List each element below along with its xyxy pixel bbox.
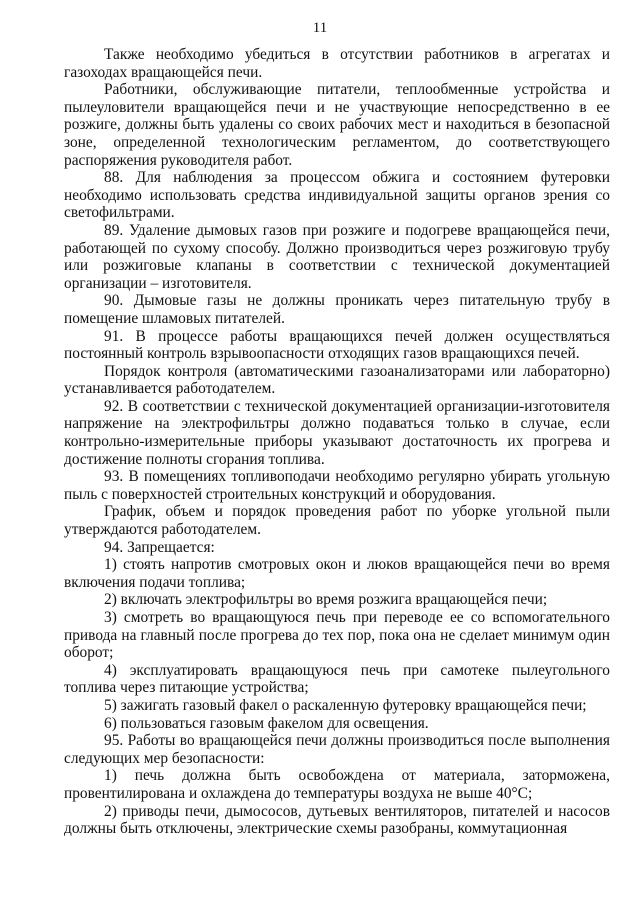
- paragraph: 88. Для наблюдения за процессом обжига и состоянием футеровки необходимо использовать средства индивидуальной защиты органов зрения со светофильтрами.: [64, 169, 610, 222]
- paragraph: Работники, обслуживающие питатели, теплообменные устройства и пылеуловители вращающейся печи и не участвующие непосредственно в ее розжиге, должны быть удалены со своих рабочих мест и находиться в безопасной зоне, определенной технологическим регламентом, до соответствующего распоряжения руководителя работ.: [64, 81, 610, 169]
- list-item: 1) печь должна быть освобождена от материала, заторможена, провентилирована и охлаждена до температуры воздуха не выше 40°C;: [64, 767, 610, 802]
- document-body: [64, 46, 610, 838]
- page-number: 11: [312, 20, 328, 36]
- paragraph: 93. В помещениях топливоподачи необходимо регулярно убирать угольную пыль с поверхностей строительных конструкций и оборудования.: [64, 468, 610, 503]
- list-item: 1) стоять напротив смотровых окон и люков вращающейся печи во время включения подачи топлива;: [64, 556, 610, 591]
- paragraph: График, объем и порядок проведения работ по уборке угольной пыли утверждаются работодателем.: [64, 503, 610, 539]
- paragraph: 90. Дымовые газы не должны проникать через питательную трубу в помещение шламовых питателей.: [64, 292, 610, 327]
- list-item: 2) включать электрофильтры во время розжига вращающейся печи;: [104, 591, 548, 609]
- paragraph: Также необходимо убедиться в отсутствии работников в агрегатах и газоходах вращающейся печи.: [64, 46, 610, 81]
- list-item: 4) эксплуатировать вращающуюся печь при самотеке пылеугольного топлива через питающие устройства;: [64, 661, 610, 697]
- list-item: 6) пользоваться газовым факелом для освещения.: [104, 714, 429, 732]
- paragraph: 95. Работы во вращающейся печи должны производиться после выполнения следующих мер безопасности:: [64, 732, 610, 767]
- paragraph: 94. Запрещается:: [104, 538, 215, 556]
- paragraph: 92. В соответствии с технической документацией организации-изготовителя напряжение на электрофильтры должно подаваться только в случае, если контрольно-измерительные приборы указывают достаточность их прогрева и достижение полноты сгорания топлива.: [64, 397, 610, 468]
- list-item: 2) приводы печи, дымососов, дутьевых вентиляторов, питателей и насосов должны быть отключены, электрические схемы разобраны, коммутационная: [64, 802, 610, 838]
- list-item: 3) смотреть во вращающуюся печь при переводе ее со вспомогательного привода на главный после прогрева до тех пор, пока она не сделает минимум один оборот;: [64, 609, 610, 662]
- list-item: 5) зажигать газовый факел о раскаленную футеровку вращающейся печи;: [104, 696, 587, 714]
- paragraph: 91. В процессе работы вращающихся печей должен осуществляться постоянный контроль взрывоопасности отходящих газов вращающихся печей.: [64, 327, 610, 363]
- paragraph: 89. Удаление дымовых газов при розжиге и подогреве вращающейся печи, работающей по сухому способу. Должно производиться через розжиговую трубу или розжиговые клапаны в соответствии с технической документацией организации – изготовителя.: [64, 221, 610, 292]
- paragraph: Порядок контроля (автоматическими газоанализаторами или лабораторно) устанавливается работодателем.: [64, 362, 610, 398]
